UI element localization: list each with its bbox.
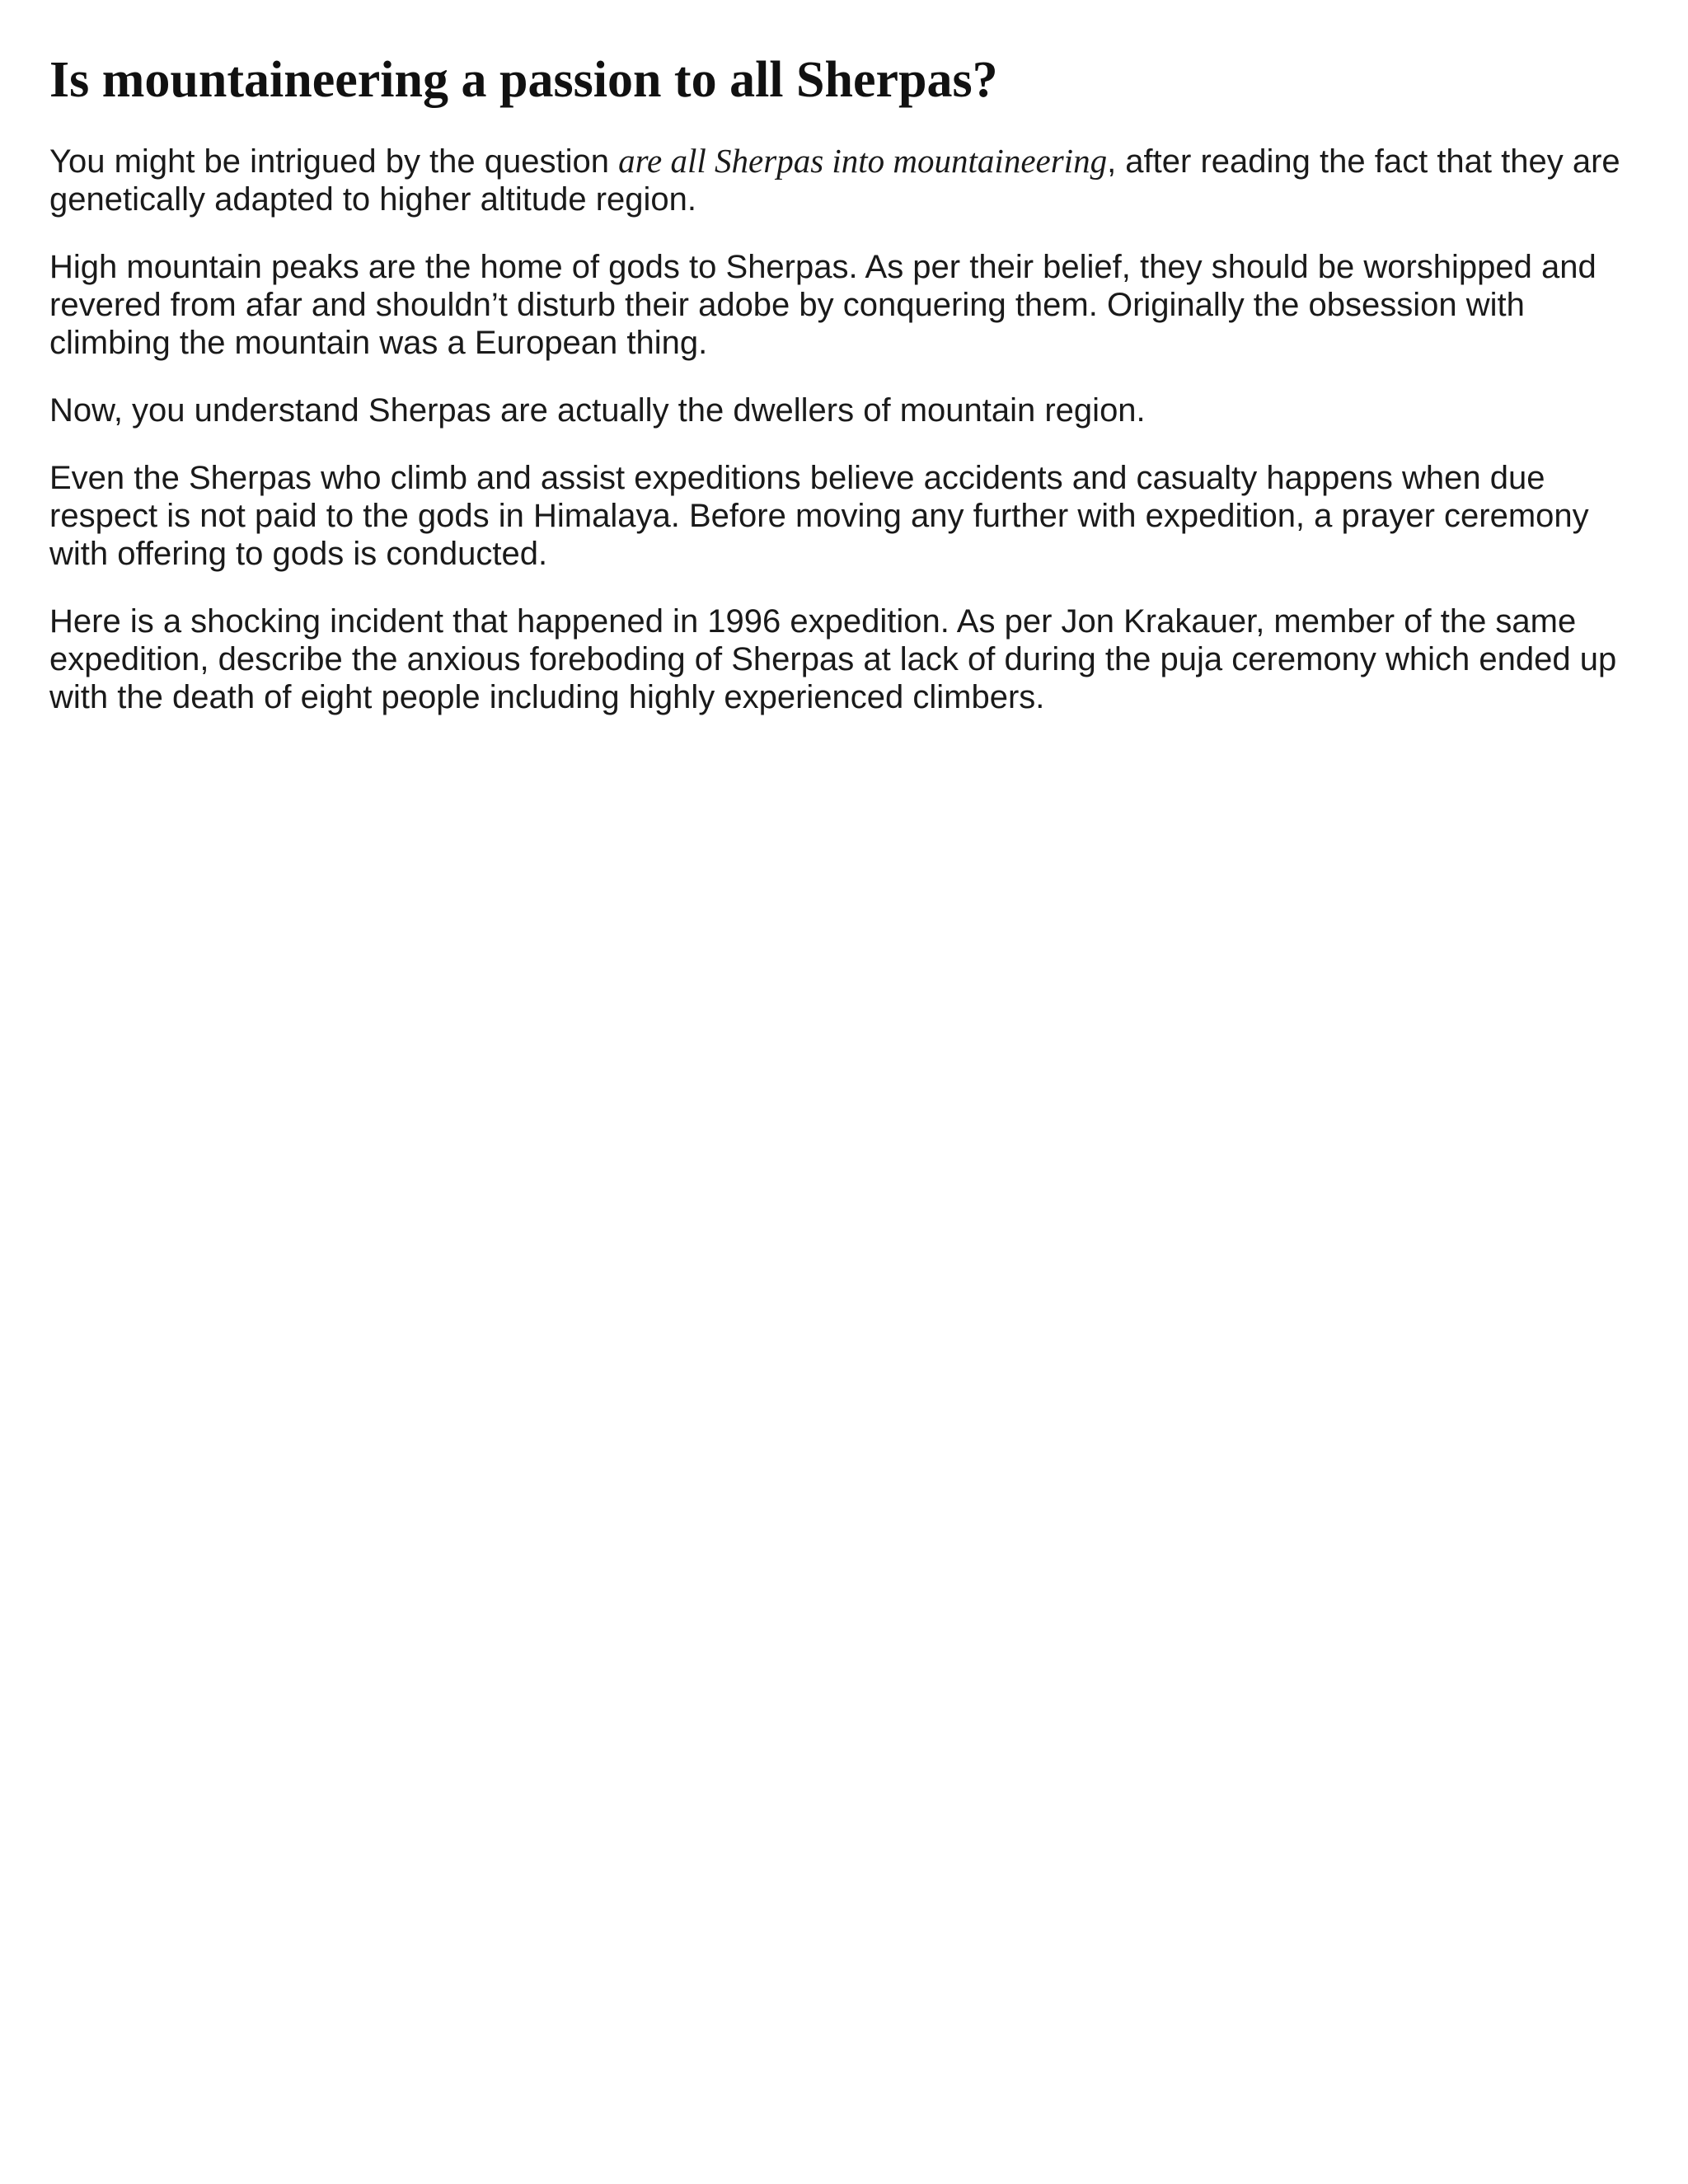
paragraph-incident: Here is a shocking incident that happened in 1996 expedition. As per Jon Krakauer, member of the same expedition, describe the anxious foreboding of Sherpas at lack of during the puja ceremony which ended up with the death of eight people including highly experienced climbers.: [49, 603, 1617, 715]
paragraph-dwellers: Now, you understand Sherpas are actually the dwellers of mountain region.: [49, 392, 1146, 429]
paragraph-intro-before: You might be intrigued by the question: [49, 143, 619, 180]
page-title: Is mountaineering a passion to all Sherpas?: [49, 52, 998, 108]
question-emphasis: are all Sherpas into mountaineering: [618, 142, 1108, 180]
document-page: [49, 49, 1648, 746]
paragraph-intro-after: , after reading the fact that they are genetically adapted to higher altitude region.: [49, 143, 1620, 218]
paragraph-expeditions: Even the Sherpas who climb and assist expeditions believe accidents and casualty happens when due respect is not paid to the gods in Himalaya. Before moving any further with expedition, a prayer ceremony with offering to gods is conducted.: [49, 460, 1589, 572]
paragraph-intro: [49, 142, 1648, 218]
paragraph-belief: High mountain peaks are the home of gods to Sherpas. As per their belief, they should be worshipped and revered from afar and shouldn’t disturb their adobe by conquering them. Originally the obsession with climbing the mountain was a European thing.: [49, 249, 1597, 361]
